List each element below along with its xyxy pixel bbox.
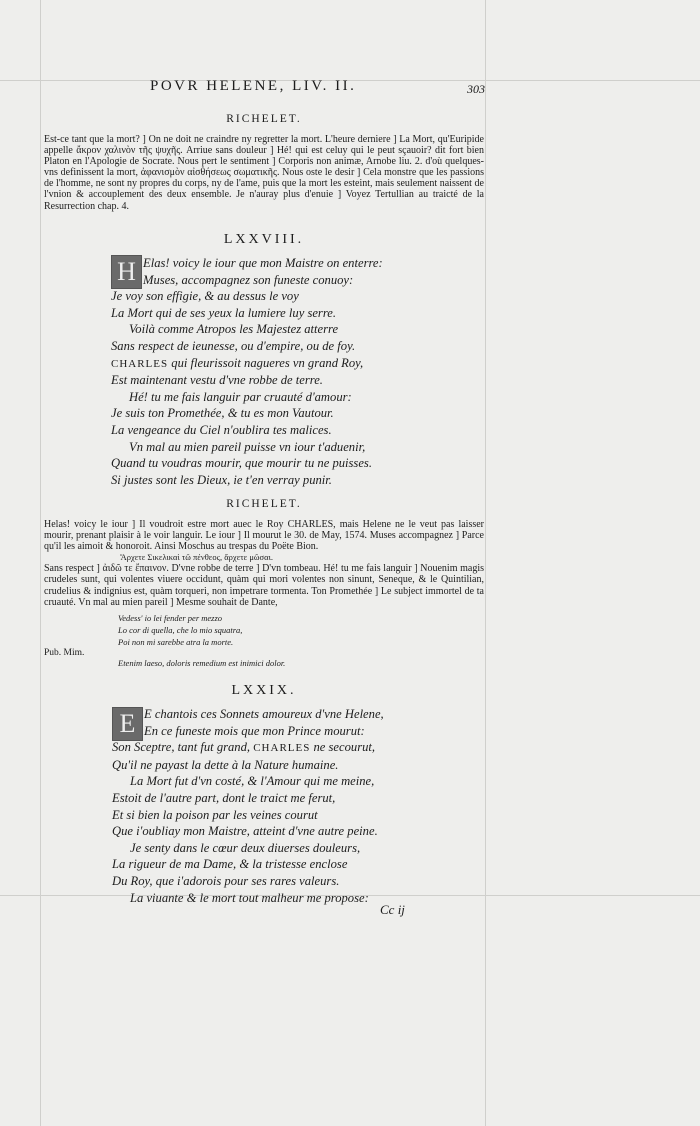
poem-line: Je voy son effigie, & au dessus le voy xyxy=(111,289,299,304)
poem-line: Du Roy, que i'adorois pour ses rares valeurs. xyxy=(112,873,340,888)
page-number: 303 xyxy=(467,82,485,96)
running-title: POVR HELENE, LIV. II. xyxy=(150,78,357,94)
poem-line: Je senty dans le cœur deux diuerses douleurs, xyxy=(130,840,361,855)
page-fold-line xyxy=(40,0,41,1126)
sonnet-number: LXXIX. xyxy=(231,683,297,698)
poem-line: Estoit de l'autre part, dont le traict me ferut, xyxy=(112,790,336,805)
quote-line: Vedess' io lei fender per mezzo xyxy=(118,613,223,623)
poem-line xyxy=(111,355,383,373)
poem-line: La Mort qui de ses yeux la lumiere luy serre. xyxy=(111,305,337,320)
signature-mark: Cc ij xyxy=(380,902,405,917)
quote-line: Lo cor di quella, che lo mio squatra, xyxy=(118,625,243,635)
poem-line: Si justes sont les Dieux, ie t'en verray punir. xyxy=(111,472,332,487)
poem-line: Que i'oubliay mon Maistre, atteint d'vne autre peine. xyxy=(112,824,378,839)
poem-line: Est maintenant vestu d'vne robbe de terre. xyxy=(111,373,323,388)
poem-line: Sans respect de ieunesse, ou d'empire, ou de foy. xyxy=(111,338,356,353)
margin-note: Pub. Mim. xyxy=(44,648,85,658)
poem-line: La Mort fut d'vn costé, & l'Amour qui me meine, xyxy=(130,774,375,789)
latin-quote: Etenim laeso, doloris remedium est inimici dolor. xyxy=(118,658,286,668)
quote-line: Poi non mi sarebbe atra la morte. xyxy=(118,637,234,647)
sonnet-number: LXXVIII. xyxy=(223,232,305,247)
dante-quote xyxy=(118,612,242,648)
sonnet-lxxix xyxy=(112,706,384,906)
name-charles: CHARLES xyxy=(253,742,311,755)
poem-line: Vn mal au mien pareil puisse vn iour t'aduenir, xyxy=(129,439,366,454)
commentary-heading: RICHELET. xyxy=(226,498,302,510)
greek-quote: Ἄρχετε Σικελικαὶ τῶ πένθεος, ἄρχετε μῶσαι. xyxy=(120,552,273,563)
poem-line: Voilà comme Atropos les Majestez atterre xyxy=(129,322,339,337)
page-edge-line xyxy=(485,0,486,1126)
poem-line: La vengeance du Ciel n'oublira tes malices. xyxy=(111,422,332,437)
poem-line: Hé! tu me fais languir par cruauté d'amour: xyxy=(129,389,352,404)
poem-line: La viuante & le mort tout malheur me propose: xyxy=(130,890,369,905)
poem-line-rest: ne secourut, xyxy=(313,740,376,755)
poem-line: La rigueur de ma Dame, & la tristesse enclose xyxy=(112,857,348,872)
poem-line: Je suis ton Promethée, & tu es mon Vautour. xyxy=(111,406,334,421)
poem-line: Et si bien la poison par les veines courut xyxy=(112,807,318,822)
drop-cap: E xyxy=(112,707,143,741)
name-charles: CHARLES xyxy=(111,357,169,370)
poem-line-start: Son Sceptre, tant fut grand, xyxy=(112,740,251,755)
poem-line-rest: qui fleurissoit nagueres vn grand Roy, xyxy=(171,355,364,370)
poem-line: En ce funeste mois que mon Prince mourut: xyxy=(144,723,365,738)
poem-line: Quand tu voudras mourir, que mourir tu ne puisses. xyxy=(111,456,372,471)
commentary-heading: RICHELET. xyxy=(226,113,302,125)
sonnet-lxxviii xyxy=(111,255,383,488)
poem-line xyxy=(112,739,384,757)
poem-line: Qu'il ne payast la dette à la Nature humaine. xyxy=(112,757,339,772)
poem-line: Elas! voicy le iour que mon Maistre on enterre: xyxy=(143,256,383,270)
commentary-text: Helas! voicy le iour ] Il voudroit estre mort auec le Roy CHARLES, mais Helene ne le veut pas laisser mourir, prenant plaisir à le voir languir. Le iour ] Il mourut le 30. de May, 1574. Muses accompagnez ] Parce qu'il les aimoit & honoroit. Ainsi Moschus au trespas du Poëte Bion. xyxy=(44,519,484,553)
commentary-text: Sans respect ] ἀιδῶ τε ἔπαινον. D'vne robbe de terre ] D'vn tombeau. Hé! tu me fais languir ] Nouenim magis crudeles sunt, qui volentes viuere occidunt, quàm qui mori volentes non sinunt, Seneque, & le Quintilian, crudelius & indignius est, quàm torqueri, non impetrare tormenta. Ton Promethée ] Le subject immortel de ta cruauté. Vn mal au mien pareil ] Mesme souhait de Dante, xyxy=(44,563,484,608)
commentary-paragraph xyxy=(44,519,484,608)
commentary-paragraph xyxy=(44,134,484,212)
poem-line: Muses, accompagnez son funeste conuoy: xyxy=(143,272,354,287)
drop-cap: H xyxy=(111,255,142,289)
commentary-text: Est-ce tant que la mort? ] On ne doit ne craindre ny regretter la mort. L'heure derniere ] La Mort, qu'Euripide appelle ἄκρον χαλινὸν τῆς ψυχῆς. Arriue sans douleur ] Hé! qui est celuy qui le peut sçauoir? dit fort bien Platon en l'Apologie de Socrate. Nous pert le sentiment ] Corporis non animæ, Arnobe liu. 2. d'où quelques-vns definissent la mort, ἀφανισμὸν αἰσθήσεως σωματικῆς. Nous oste le desir ] Cela monstre que les passions de l'homme, ne sont ny propres du corps, ny de l'ame, puis que la mort les esteint, mais seulement naissent de l'vnion & accouplement des deux ensemble. Je n'auray plus d'enuie ] Voyez Tertullian au traicté de la Resurrection chap. 4. xyxy=(44,134,484,212)
poem-line: E chantois ces Sonnets amoureux d'vne Helene, xyxy=(144,707,384,721)
